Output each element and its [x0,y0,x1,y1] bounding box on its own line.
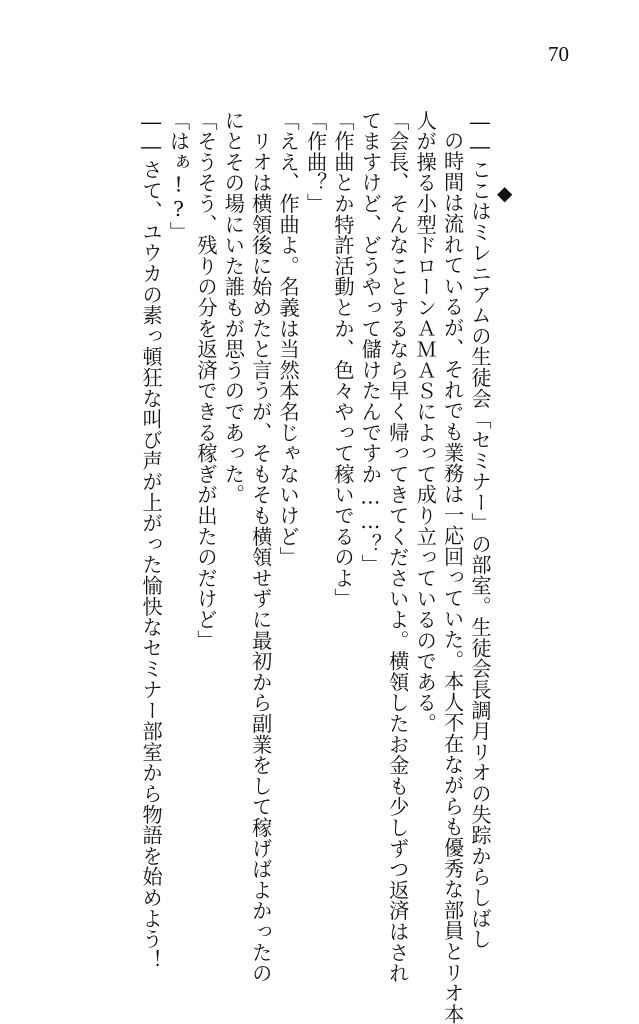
text-line-1: ――ここはミレニアムの生徒会「セミナー」の部室。生徒会長調月リオの失踪からしばし [468,110,492,950]
text-line-9: リオは横領後に始めたと言うが、そもそも横領せずに最初から副業をして稼げばよかったの [248,110,273,984]
body-text [137,110,493,1024]
text-line-6: 「作曲とか特許活動とか、色々やって稼いでるのよ」 [330,110,355,610]
section-diamond-icon: ◆ [497,181,513,205]
text-line-12: 「はぁ!?」 [166,110,191,243]
text-line-2: の時間は流れているが、それでも業務は一応回っていた。本人不在ながらも優秀な部員とリオ本 [440,130,465,1024]
text-line-11: 「そうそう、残りの分を返済できる稼ぎが出たのだけど」 [193,110,218,651]
page-number: 70 [548,42,569,66]
text-line-5: てますけど、どうやって儲けたんですか……？」 [358,110,383,576]
text-line-10: にとその場にいた誰もが思うのであった。 [221,110,246,506]
text-line-8: 「ええ、作曲よ。名義は当然本名じゃないけど」 [276,110,301,568]
text-line-3: 人が操る小型ドローンＡＭＡＳによって成り立っているのである。 [413,110,438,734]
text-line-13: ――さて、ユウカの素っ頓狂な叫び声が上がった愉快なセミナー部室から物語を始めよう！ [139,110,164,971]
text-line-7: 「作曲？」 [303,110,328,214]
text-line-4: 「会長、そんなことするなら早く帰ってきてくださいよ。横領したお金も少しずつ返済はされ [385,110,410,984]
